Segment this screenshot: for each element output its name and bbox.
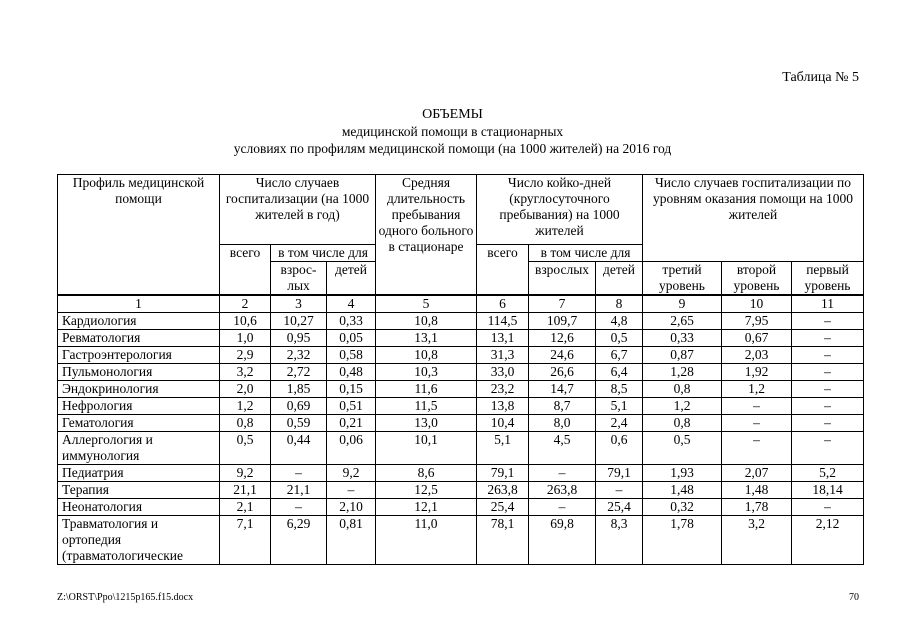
value-cell: 23,2: [477, 381, 529, 398]
profile-name-cell: Травматология и ортопедия (травматологические: [58, 516, 220, 565]
value-cell: 10,4: [477, 415, 529, 432]
value-cell: 8,7: [529, 398, 596, 415]
table-row: [58, 398, 864, 415]
value-cell: 10,27: [271, 313, 327, 330]
value-cell: 7,1: [220, 516, 271, 565]
table-row: [58, 364, 864, 381]
value-cell: 0,5: [643, 432, 722, 465]
value-cell: 0,59: [271, 415, 327, 432]
value-cell: 2,4: [596, 415, 643, 432]
value-cell: –: [792, 499, 864, 516]
value-cell: –: [792, 398, 864, 415]
profile-name-cell: Терапия: [58, 482, 220, 499]
value-cell: 13,0: [376, 415, 477, 432]
value-cell: 13,1: [477, 330, 529, 347]
header-bed-days: Число койко-дней (круглосуточного пребывания) на 1000 жителей: [477, 175, 643, 245]
value-cell: 1,48: [722, 482, 792, 499]
footer-page-number: 70: [849, 592, 859, 603]
value-cell: –: [792, 347, 864, 364]
value-cell: 10,8: [376, 313, 477, 330]
header-level-second: второй уровень: [722, 262, 792, 296]
table-row: [58, 482, 864, 499]
profile-name-cell: Эндокринология: [58, 381, 220, 398]
profile-name-cell: Гастроэнтерология: [58, 347, 220, 364]
column-number: 9: [643, 295, 722, 313]
value-cell: 1,85: [271, 381, 327, 398]
value-cell: 25,4: [477, 499, 529, 516]
value-cell: 2,1: [220, 499, 271, 516]
table-row: [58, 415, 864, 432]
value-cell: 8,0: [529, 415, 596, 432]
value-cell: 0,06: [327, 432, 376, 465]
value-cell: 9,2: [220, 465, 271, 482]
value-cell: 79,1: [477, 465, 529, 482]
value-cell: 10,8: [376, 347, 477, 364]
value-cell: 11,5: [376, 398, 477, 415]
value-cell: 25,4: [596, 499, 643, 516]
value-cell: 0,87: [643, 347, 722, 364]
value-cell: 13,1: [376, 330, 477, 347]
value-cell: 1,92: [722, 364, 792, 381]
value-cell: 0,33: [643, 330, 722, 347]
value-cell: 2,10: [327, 499, 376, 516]
value-cell: 10,3: [376, 364, 477, 381]
profile-name-cell: Нефрология: [58, 398, 220, 415]
value-cell: 0,5: [220, 432, 271, 465]
footer-file-path: Z:\ORST\Ppo\1215p165.f15.docx: [57, 592, 194, 603]
value-cell: 8,6: [376, 465, 477, 482]
profile-name-cell: Гематология: [58, 415, 220, 432]
value-cell: –: [596, 482, 643, 499]
value-cell: 0,8: [643, 381, 722, 398]
value-cell: 2,65: [643, 313, 722, 330]
value-cell: 2,12: [792, 516, 864, 565]
column-number: 2: [220, 295, 271, 313]
value-cell: 2,07: [722, 465, 792, 482]
value-cell: 4,5: [529, 432, 596, 465]
column-number: 4: [327, 295, 376, 313]
value-cell: –: [792, 381, 864, 398]
value-cell: 78,1: [477, 516, 529, 565]
value-cell: 263,8: [477, 482, 529, 499]
value-cell: 1,2: [220, 398, 271, 415]
value-cell: 21,1: [271, 482, 327, 499]
value-cell: 18,14: [792, 482, 864, 499]
column-number: 11: [792, 295, 864, 313]
value-cell: 0,69: [271, 398, 327, 415]
value-cell: 12,5: [376, 482, 477, 499]
header-level-third: третий уровень: [643, 262, 722, 296]
profile-name-cell: Неонатология: [58, 499, 220, 516]
value-cell: –: [792, 415, 864, 432]
header-avg-length: Средняя длительность пребывания одного больного в стационаре: [376, 175, 477, 296]
column-number: 3: [271, 295, 327, 313]
value-cell: 0,32: [643, 499, 722, 516]
table-row: [58, 330, 864, 347]
value-cell: 0,6: [596, 432, 643, 465]
value-cell: 2,72: [271, 364, 327, 381]
header-hospitalizations: Число случаев госпитализации (на 1000 жителей в год): [220, 175, 376, 245]
value-cell: 0,21: [327, 415, 376, 432]
value-cell: 2,03: [722, 347, 792, 364]
value-cell: 3,2: [220, 364, 271, 381]
value-cell: –: [722, 398, 792, 415]
value-cell: 0,8: [643, 415, 722, 432]
value-cell: 9,2: [327, 465, 376, 482]
value-cell: 6,29: [271, 516, 327, 565]
value-cell: –: [271, 499, 327, 516]
value-cell: 0,48: [327, 364, 376, 381]
value-cell: 69,8: [529, 516, 596, 565]
table-row: [58, 432, 864, 465]
title-line-1: ОБЪЕМЫ: [422, 107, 483, 122]
value-cell: 114,5: [477, 313, 529, 330]
header-level-first: первый уровень: [792, 262, 864, 296]
value-cell: 0,51: [327, 398, 376, 415]
value-cell: 1,78: [722, 499, 792, 516]
column-number-row: [58, 295, 864, 313]
column-number: 5: [376, 295, 477, 313]
value-cell: –: [529, 465, 596, 482]
profile-name-cell: Пульмонология: [58, 364, 220, 381]
table-row: [58, 347, 864, 364]
header-hosp-children: детей: [327, 262, 376, 296]
value-cell: 12,6: [529, 330, 596, 347]
value-cell: 0,05: [327, 330, 376, 347]
value-cell: 7,95: [722, 313, 792, 330]
column-number: 1: [58, 295, 220, 313]
value-cell: –: [722, 415, 792, 432]
profile-name-cell: Ревматология: [58, 330, 220, 347]
value-cell: 31,3: [477, 347, 529, 364]
value-cell: 6,4: [596, 364, 643, 381]
value-cell: 6,7: [596, 347, 643, 364]
value-cell: 1,0: [220, 330, 271, 347]
value-cell: –: [792, 432, 864, 465]
header-bed-total: всего: [477, 245, 529, 296]
value-cell: 24,6: [529, 347, 596, 364]
column-number: 7: [529, 295, 596, 313]
value-cell: –: [327, 482, 376, 499]
table-row: [58, 313, 864, 330]
value-cell: 11,0: [376, 516, 477, 565]
value-cell: –: [792, 330, 864, 347]
value-cell: 1,28: [643, 364, 722, 381]
value-cell: 0,58: [327, 347, 376, 364]
header-care-levels: Число случаев госпитализации по уровням оказания помощи на 1000 жителей: [643, 175, 864, 262]
value-cell: 5,1: [477, 432, 529, 465]
profile-name-cell: Кардиология: [58, 313, 220, 330]
document-title: [0, 106, 905, 157]
header-hosp-total: всего: [220, 245, 271, 296]
value-cell: 2,32: [271, 347, 327, 364]
value-cell: 14,7: [529, 381, 596, 398]
value-cell: 0,81: [327, 516, 376, 565]
value-cell: 1,2: [722, 381, 792, 398]
value-cell: 0,8: [220, 415, 271, 432]
value-cell: 33,0: [477, 364, 529, 381]
volumes-table: [57, 174, 864, 565]
value-cell: 21,1: [220, 482, 271, 499]
value-cell: 1,2: [643, 398, 722, 415]
value-cell: –: [792, 364, 864, 381]
value-cell: 13,8: [477, 398, 529, 415]
column-number: 8: [596, 295, 643, 313]
table-row: [58, 465, 864, 482]
value-cell: –: [529, 499, 596, 516]
value-cell: 263,8: [529, 482, 596, 499]
value-cell: 5,2: [792, 465, 864, 482]
value-cell: 3,2: [722, 516, 792, 565]
value-cell: –: [792, 313, 864, 330]
value-cell: 79,1: [596, 465, 643, 482]
header-row-1: [58, 175, 864, 245]
table-number-label: Таблица № 5: [782, 70, 859, 85]
header-bed-including: в том числе для: [529, 245, 643, 262]
value-cell: 12,1: [376, 499, 477, 516]
table-row: [58, 516, 864, 565]
value-cell: 1,48: [643, 482, 722, 499]
value-cell: 2,0: [220, 381, 271, 398]
value-cell: 10,6: [220, 313, 271, 330]
header-hosp-including: в том числе для: [271, 245, 376, 262]
profile-name-cell: Аллергология и иммунология: [58, 432, 220, 465]
title-line-3: условиях по профилям медицинской помощи (на 1000 жителей) на 2016 год: [233, 141, 672, 156]
table-row: [58, 381, 864, 398]
header-profile: Профиль медицинской помощи: [58, 175, 220, 296]
value-cell: 0,33: [327, 313, 376, 330]
value-cell: –: [271, 465, 327, 482]
value-cell: 8,3: [596, 516, 643, 565]
value-cell: 10,1: [376, 432, 477, 465]
header-hosp-adults: взрос-лых: [271, 262, 327, 296]
value-cell: 2,9: [220, 347, 271, 364]
value-cell: 0,67: [722, 330, 792, 347]
value-cell: 0,95: [271, 330, 327, 347]
value-cell: 1,78: [643, 516, 722, 565]
value-cell: 0,15: [327, 381, 376, 398]
value-cell: 1,93: [643, 465, 722, 482]
value-cell: 0,44: [271, 432, 327, 465]
table-row: [58, 499, 864, 516]
header-bed-children: детей: [596, 262, 643, 296]
value-cell: 26,6: [529, 364, 596, 381]
value-cell: 8,5: [596, 381, 643, 398]
value-cell: 0,5: [596, 330, 643, 347]
profile-name-cell: Педиатрия: [58, 465, 220, 482]
column-number: 6: [477, 295, 529, 313]
title-line-2: медицинской помощи в стационарных: [341, 124, 564, 139]
value-cell: –: [722, 432, 792, 465]
value-cell: 109,7: [529, 313, 596, 330]
header-bed-adults: взрослых: [529, 262, 596, 296]
value-cell: 11,6: [376, 381, 477, 398]
column-number: 10: [722, 295, 792, 313]
value-cell: 4,8: [596, 313, 643, 330]
value-cell: 5,1: [596, 398, 643, 415]
